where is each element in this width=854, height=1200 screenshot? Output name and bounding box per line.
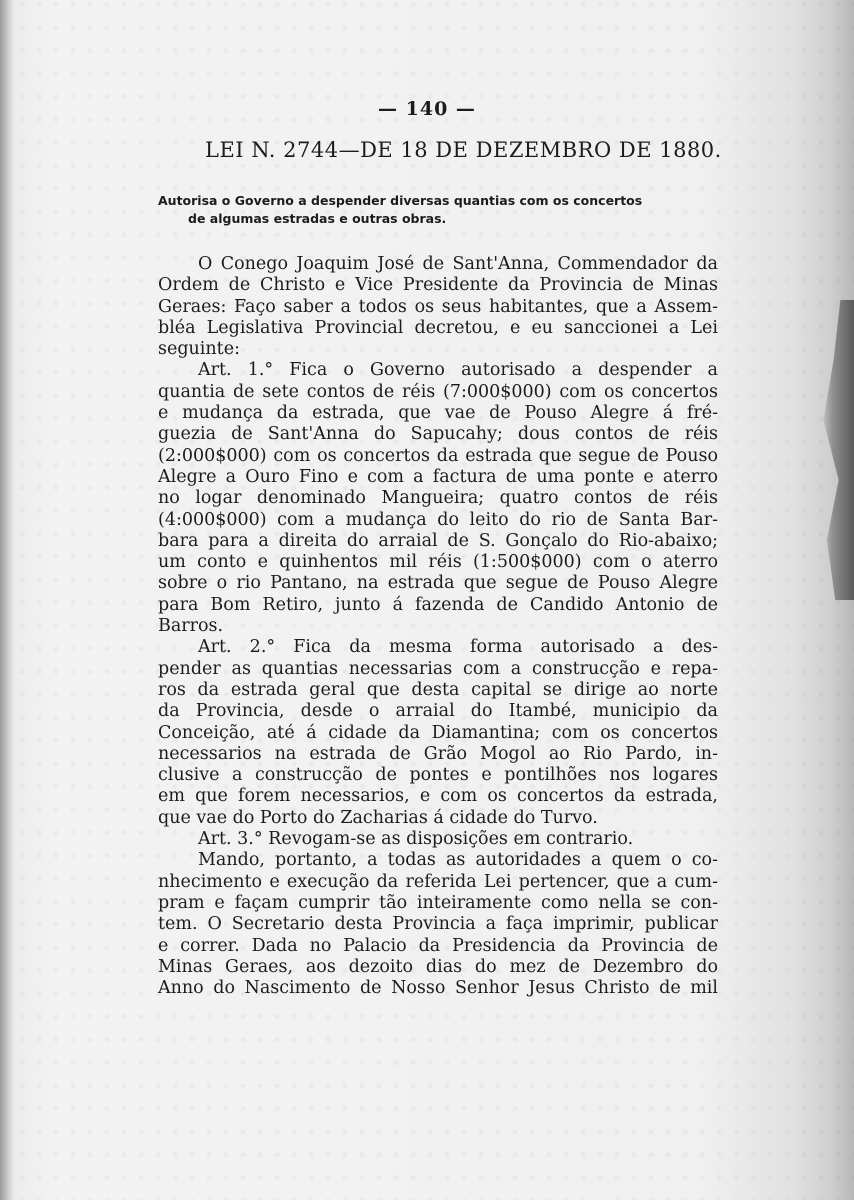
law-title: LEI N. 2744—DE 18 DE DEZEMBRO DE 1880.	[205, 138, 722, 162]
text-line: Art. 3.° Revogam-se as disposições em contrario.	[198, 829, 634, 850]
text-line: clusive a construcção de pontes e pontilhões nos logares	[158, 765, 718, 786]
text-line: para Bom Retiro, junto á fazenda de Candido Antonio de	[158, 594, 718, 615]
text-line: (2:000$000) com os concertos da estrada que segue de Pouso	[158, 445, 718, 466]
text-line: em que forem necessarios, e com os concertos da estrada,	[158, 786, 718, 807]
text-line: bléa Legislativa Provincial decretou, e eu sanccionei a Lei	[158, 317, 718, 338]
article-1	[158, 360, 718, 637]
text-line: nhecimento e execução da referida Lei pertencer, que a cum-	[158, 871, 718, 892]
text-line: Alegre a Ouro Fino e com a factura de uma ponte e aterro	[158, 466, 718, 487]
text-line: seguinte:	[158, 339, 240, 360]
preamble	[158, 254, 718, 360]
text-line: Art. 1.° Fica o Governo autorisado a despender a	[198, 360, 718, 381]
law-summary	[158, 192, 728, 228]
text-line: quantia de sete contos de réis (7:000$000) com os concertos	[158, 381, 718, 402]
article-3	[158, 829, 718, 850]
text-line: no logar denominado Mangueira; quatro contos de réis	[158, 488, 718, 509]
text-line: Conceição, até á cidade da Diamantina; com os concertos	[158, 722, 718, 743]
text-line: Ordem de Christo e Vice Presidente da Provincia de Minas	[158, 275, 718, 296]
law-body	[158, 254, 718, 999]
text-line: Minas Geraes, aos dezoito dias do mez de Dezembro do	[158, 956, 718, 977]
text-line: pender as quantias necessarias com a construcção e repa-	[158, 658, 718, 679]
summary-line: Autorisa o Governo a despender diversas quantias com os concertos	[158, 193, 643, 208]
text-line: ros da estrada geral que desta capital se dirige ao norte	[158, 679, 718, 700]
text-line: (4:000$000) com a mudança do leito do rio de Santa Bar-	[158, 509, 718, 530]
text-line: Anno do Nascimento de Nosso Senhor Jesus Christo de mil	[158, 978, 718, 999]
article-2	[158, 637, 718, 829]
binding-shadow	[0, 0, 14, 1200]
text-line: Barros.	[158, 616, 224, 637]
text-line: da Provincia, desde o arraial do Itambé, municipio da	[158, 701, 718, 722]
text-line: Art. 2.° Fica da mesma forma autorisado a des-	[198, 637, 718, 658]
text-line: e correr. Dada no Palacio da Presidencia da Provincia de	[158, 935, 718, 956]
text-line: e mudança da estrada, que vae de Pouso Alegre á fré-	[158, 403, 718, 424]
text-line: pram e façam cumprir tão inteiramente como nella se con-	[158, 892, 718, 913]
text-line: sobre o rio Pantano, na estrada que segue de Pouso Alegre	[158, 573, 718, 594]
text-line: tem. O Secretario desta Provincia a faça imprimir, publicar	[158, 914, 718, 935]
text-line: guezia de Sant'Anna do Sapucahy; dous contos de réis	[158, 424, 718, 445]
text-line: que vae do Porto do Zacharias á cidade do Turvo.	[158, 807, 598, 828]
text-line: bara para a direita do arraial de S. Gonçalo do Rio-abaixo;	[158, 530, 718, 551]
text-line: necessarios na estrada de Grão Mogol ao Rio Pardo, in-	[158, 743, 718, 764]
text-line: Mando, portanto, a todas as autoridades a quem o co-	[198, 850, 718, 871]
closing-paragraph	[158, 850, 718, 999]
summary-line: de algumas estradas e outras obras.	[188, 211, 447, 226]
torn-edge	[820, 300, 854, 600]
page-number: — 140 —	[378, 98, 476, 120]
text-line: Geraes: Faço saber a todos os seus habitantes, que a Assem-	[158, 296, 718, 317]
text-line: O Conego Joaquim José de Sant'Anna, Commendador da	[198, 254, 718, 274]
text-line: um conto e quinhentos mil réis (1:500$000) com o aterro	[158, 552, 718, 573]
